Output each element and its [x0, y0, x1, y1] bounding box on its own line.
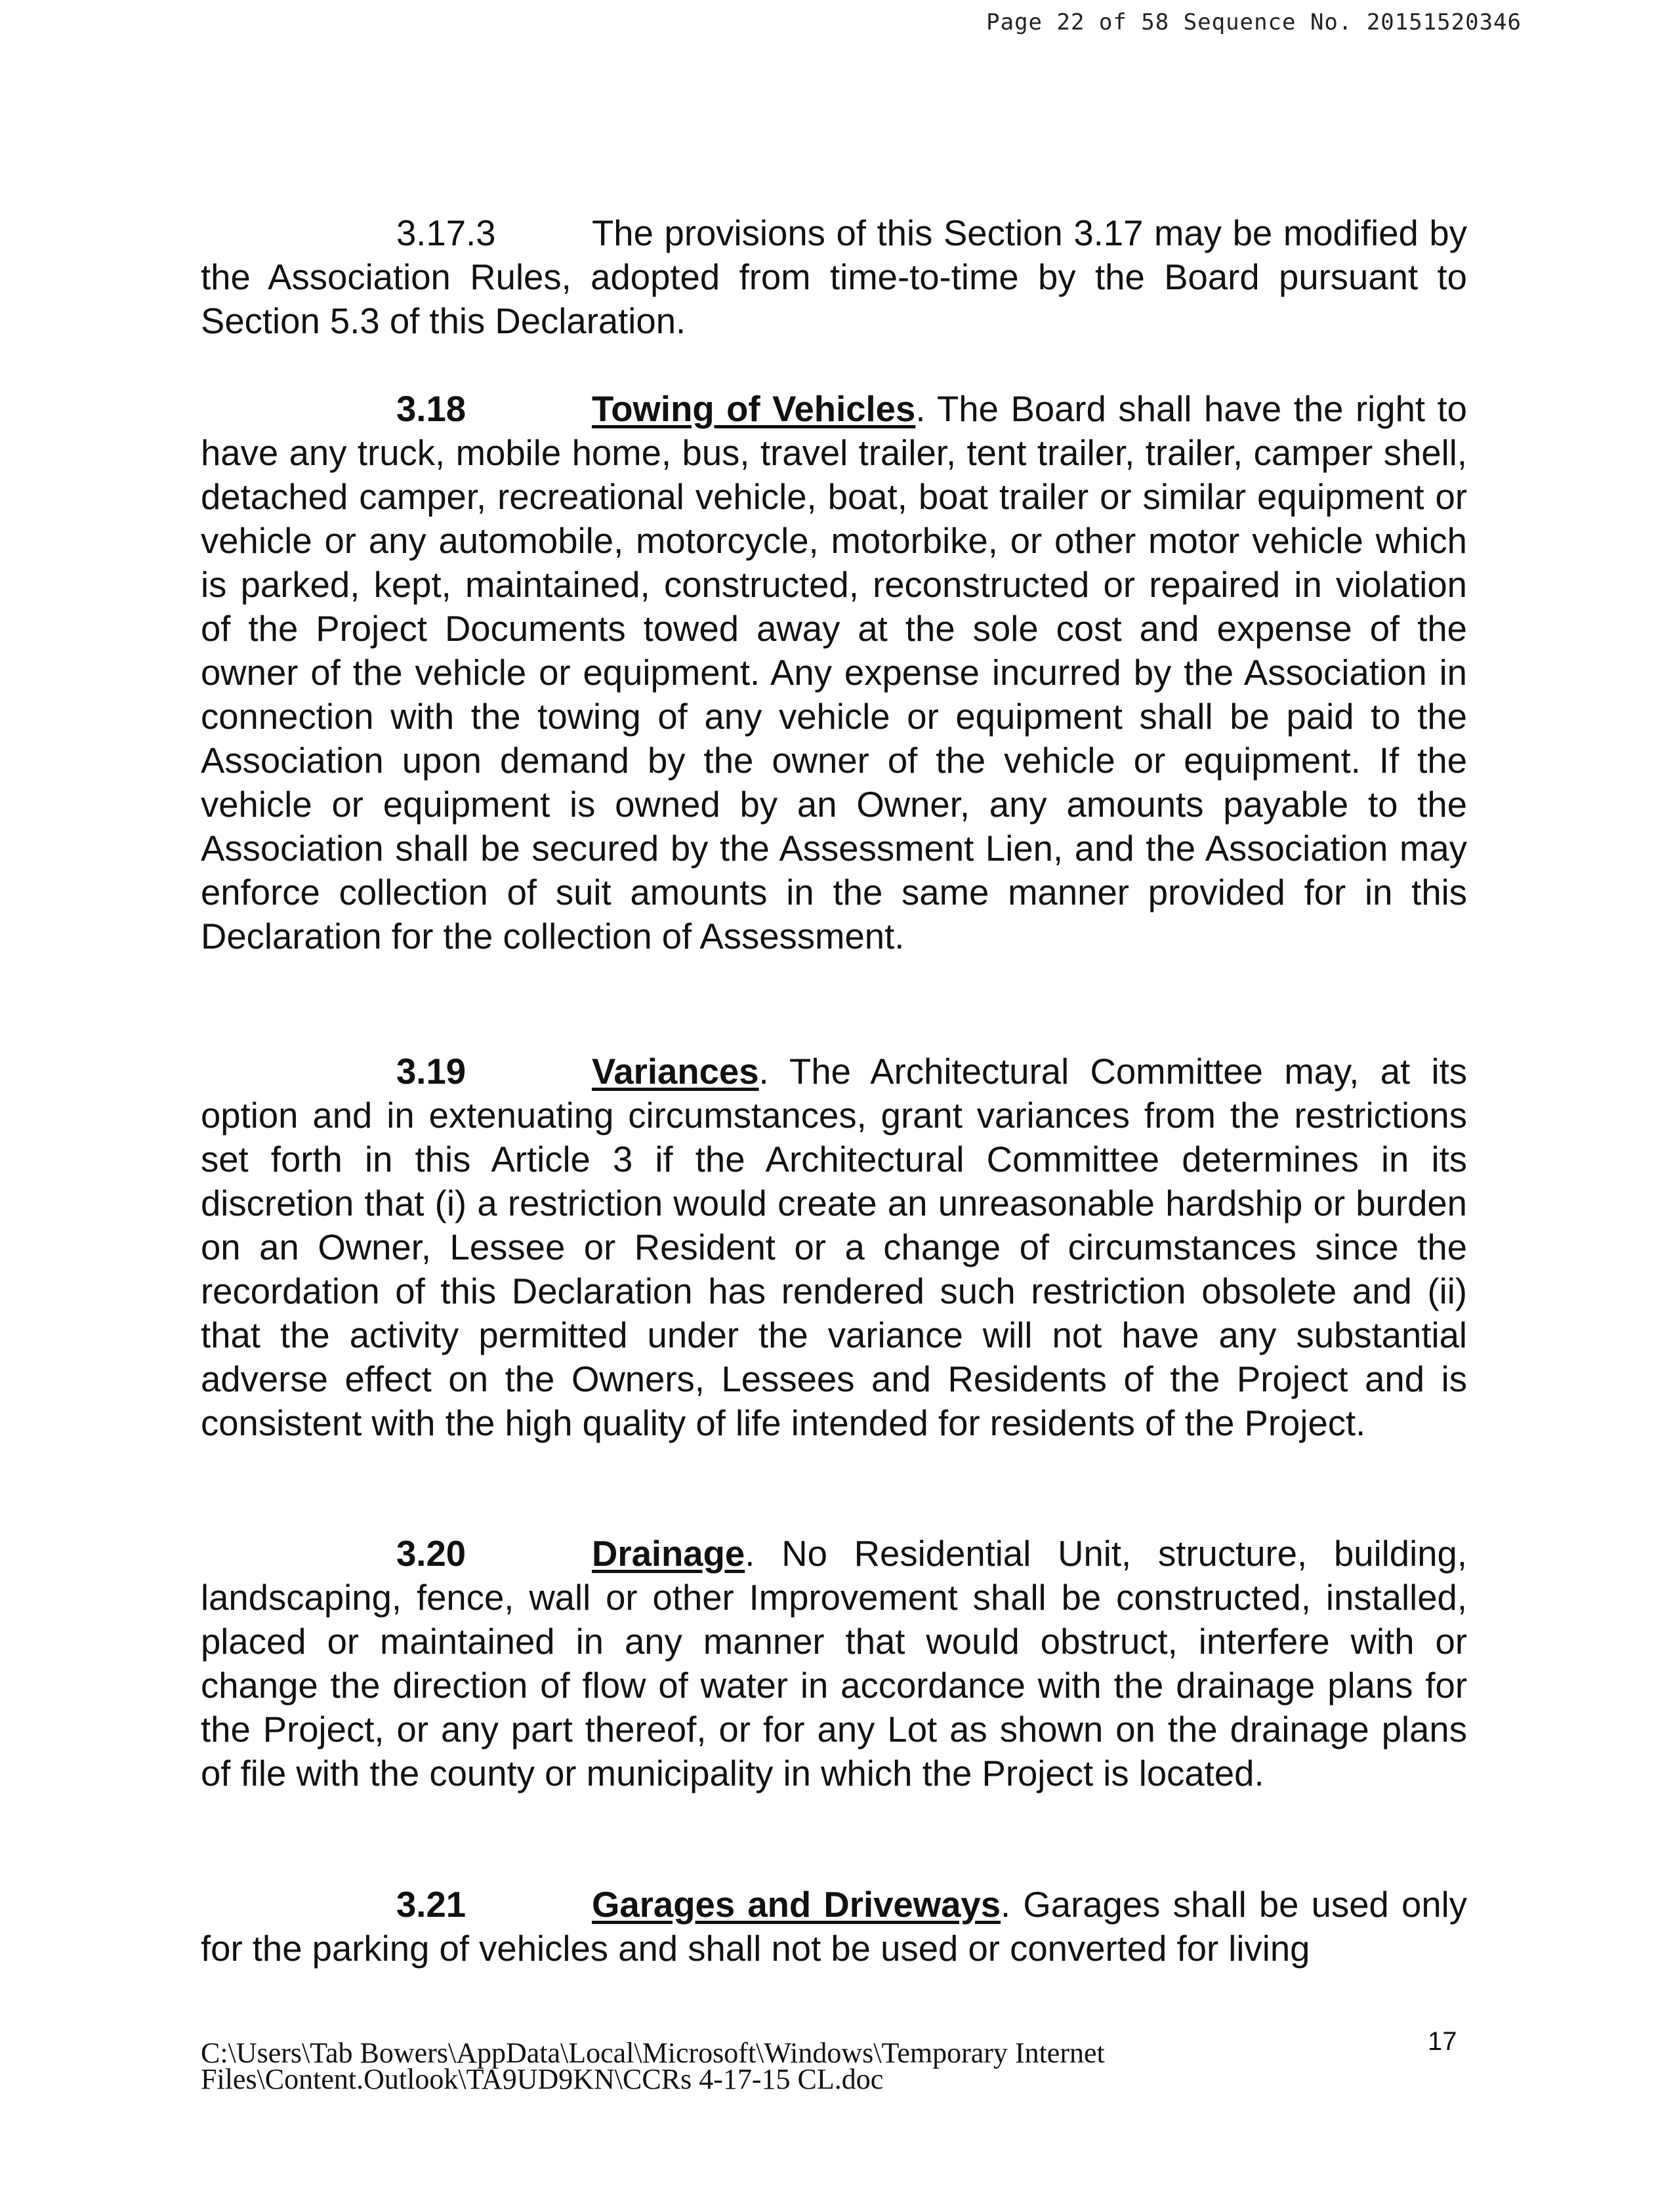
footer-path-line-2: Files\Content.Outlook\TA9UD9KN\CCRs 4-17-15 CL.doc — [201, 2063, 884, 2095]
section-heading: Garages and Driveways — [592, 1885, 1001, 1925]
section-body: The Board shall have the right to have any truck, mobile home, bus, travel trailer, tent trailer, trailer, camper shell, detached camper, recreational vehicle, boat, boat trailer or similar equipment or vehicle or any automobile, motorcycle, motorbike, or other motor vehicle which is parked, kept, maintained, constructed, reconstructed or repaired in violation of the Project Documents towed away at the sole cost and expense of the owner of the vehicle or equipment. Any expense incurred by the Association in connection with the towing of any vehicle or equipment shall be paid to the Association upon demand by the owner of the vehicle or equipment. If the vehicle or equipment is owned by an Owner, any amounts payable to the Association shall be secured by the Assessment Lien, and the Association may enforce collection of suit amounts in the same manner provided for in this Declaration for the collection of Assessment. — [201, 389, 1467, 956]
section-body: The provisions of this Section 3.17 may be modified by the Association Rules, adopted from time-to-time by the Board pursuant to Section 5.3 of this Declaration. — [201, 213, 1467, 341]
section-body: The Architectural Committee may, at its option and in extenuating circumstances, grant variances from the restrictions set forth in this Article 3 if the Architectural Committee determines in its discretion that (i) a restriction would create an unreasonable hardship or burden on an Owner, Lessee or Resident or a change of circumstances since the recordation of this Declaration has rendered such restriction obsolete and (ii) that the activity permitted under the variance will not have any substantial adverse effect on the Owners, Lessees and Residents of the Project and is consistent with the high quality of life intended for residents of the Project. — [201, 1052, 1467, 1443]
document-body — [201, 211, 1467, 343]
page-sequence-stamp: Page 22 of 58 Sequence No. 20151520346 — [986, 9, 1522, 35]
section-heading: Towing of Vehicles — [592, 389, 916, 429]
section-number: 3.17.3 — [396, 213, 496, 253]
section-number: 3.21 — [396, 1885, 466, 1925]
footer-path-line-1: C:\Users\Tab Bowers\AppData\Local\Microsoft\Windows\Temporary Internet — [201, 2037, 1105, 2069]
section-heading: Drainage — [592, 1534, 745, 1574]
section-3-19: 3.19 Variances. The Architectural Committee may, at its option and in extenuating circumstances, grant variances from the restrictions set forth in this Article 3 if the Architectural Committee determines in its discretion that (i) a restriction would create an unreasonable hardship or burden on an Owner, Lessee or Resident or a change of circumstances since the recordation of this Declaration has rendered such restriction obsolete and (ii) that the activity permitted under the variance will not have any substantial adverse effect on the Owners, Lessees and Residents of the Project and is consistent with the high quality of life intended for residents of the Project. — [201, 1050, 1467, 1445]
section-body: No Residential Unit, structure, building, landscaping, fence, wall or other Improvement shall be constructed, installed, placed or maintained in any manner that would obstruct, interfere with or change the direction of flow of water in accordance with the drainage plans for the Project, or any part thereof, or for any Lot as shown on the drainage plans of file with the county or municipality in which the Project is located. — [201, 1534, 1467, 1793]
section-number: 3.19 — [396, 1052, 466, 1092]
footer-file-path — [201, 2037, 1105, 2095]
page-number: 17 — [1428, 2027, 1457, 2056]
section-3-21-block — [201, 1883, 1467, 1971]
section-3-20-block — [201, 1532, 1467, 1795]
section-3-19-block — [201, 1050, 1467, 1445]
section-3-18-block — [201, 387, 1467, 958]
section-number: 3.20 — [396, 1534, 466, 1574]
section-3-21: 3.21 Garages and Driveways. Garages shall be used only for the parking of vehicles and shall not be used or converted for living — [201, 1883, 1467, 1971]
section-body: Garages shall be used only for the parking of vehicles and shall not be used or converted for living — [201, 1885, 1468, 1969]
section-3-17-3 — [201, 211, 1467, 343]
section-heading: Variances — [592, 1052, 759, 1092]
section-number: 3.18 — [396, 389, 466, 429]
section-3-18: 3.18 Towing of Vehicles. The Board shall have the right to have any truck, mobile home, bus, travel trailer, tent trailer, trailer, camper shell, detached camper, recreational vehicle, boat, boat trailer or similar equipment or vehicle or any automobile, motorcycle, motorbike, or other motor vehicle which is parked, kept, maintained, constructed, reconstructed or repaired in violation of the Project Documents towed away at the sole cost and expense of the owner of the vehicle or equipment. Any expense incurred by the Association in connection with the towing of any vehicle or equipment shall be paid to the Association upon demand by the owner of the vehicle or equipment. If the vehicle or equipment is owned by an Owner, any amounts payable to the Association shall be secured by the Assessment Lien, and the Association may enforce collection of suit amounts in the same manner provided for in this Declaration for the collection of Assessment. — [201, 387, 1467, 958]
section-3-20: 3.20 Drainage. No Residential Unit, structure, building, landscaping, fence, wall or other Improvement shall be constructed, installed, placed or maintained in any manner that would obstruct, interfere with or change the direction of flow of water in accordance with the drainage plans for the Project, or any part thereof, or for any Lot as shown on the drainage plans of file with the county or municipality in which the Project is located. — [201, 1532, 1467, 1795]
